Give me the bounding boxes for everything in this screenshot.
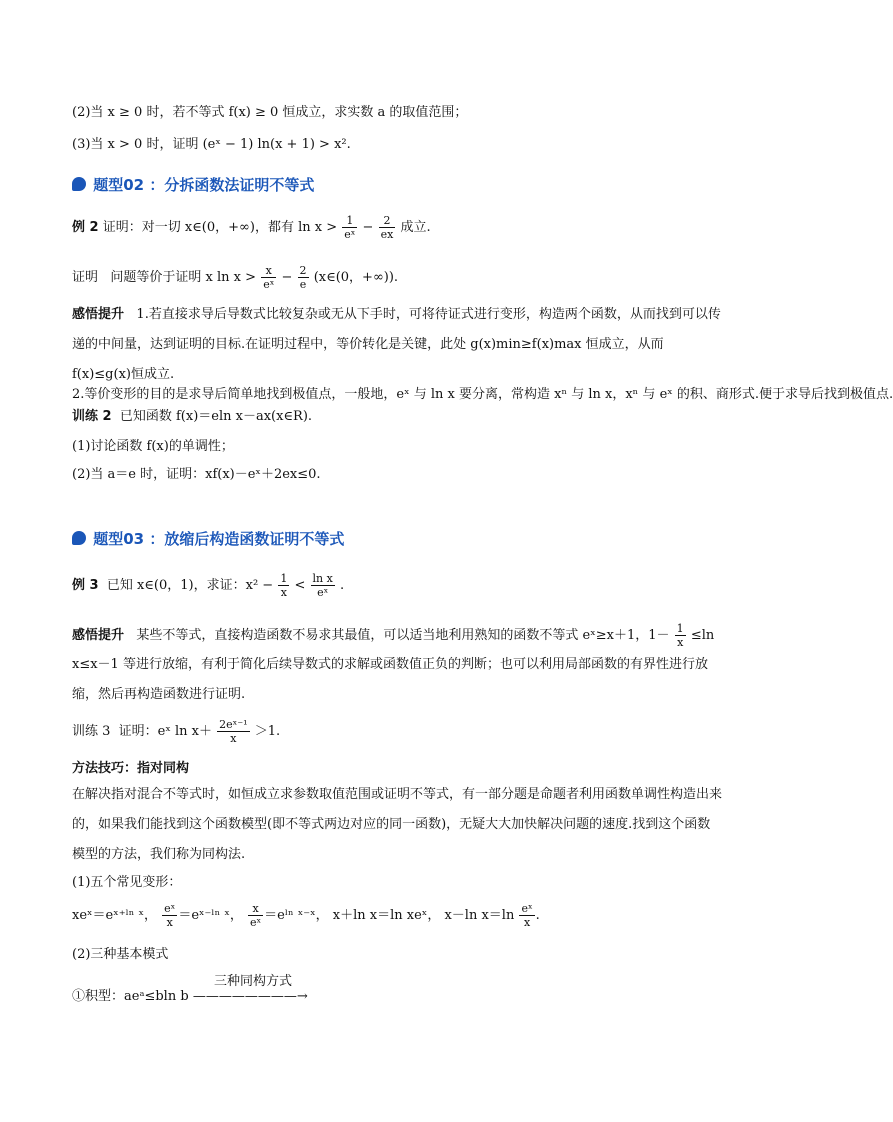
- section-title: 题型03 ：放缩后构造函数证明不等式: [93, 530, 345, 548]
- fraction-num: 2: [299, 264, 307, 277]
- example-3: [72, 572, 722, 599]
- proof-text-end: (x∈(0，+∞)).: [313, 270, 399, 285]
- training-text: 证明：eˣ ln x＋: [118, 724, 213, 739]
- insight-label: 感悟提升: [72, 307, 125, 322]
- fraction-num: x: [248, 902, 263, 916]
- fraction: [162, 902, 177, 929]
- section-heading-2: [72, 174, 314, 195]
- method-text: 在解决指对混合不等式时，如恒成立求参数取值范围或证明不等式，有一部分题是命题者利用函数单调性构造出来的，如果我们能找到这个函数模型(即不等式两边对应的同一函数)，无疑大大加快解决问题的速度.找到这个函数模型的方法，我们称为同构法.: [72, 787, 723, 862]
- training-text: 已知函数 f(x)＝eln x－ax(x∈R).: [119, 409, 313, 424]
- fraction: [217, 718, 249, 745]
- fraction-den: eˣ: [344, 228, 356, 241]
- fraction-den: x: [230, 732, 237, 745]
- formula-e: x－ln x＝ln: [444, 908, 515, 923]
- fraction-num: 2eˣ⁻¹: [219, 718, 248, 731]
- example-2: [72, 214, 722, 241]
- proof-text: 问题等价于证明 x ln x >: [110, 270, 257, 285]
- arrow-right-icon: ————————→: [192, 989, 308, 1004]
- insight-2-point-2: 2.等价变形的目的是求导后简单地找到极值点，一般地，eˣ 与 ln x 要分离，常构造 xⁿ 与 ln x，xⁿ 与 eˣ 的积、商形式.便于求导后找到极值点.: [72, 387, 893, 402]
- section-heading-3: [72, 528, 344, 549]
- fraction-den: x: [166, 916, 173, 929]
- example-text-end: .: [339, 578, 345, 593]
- insight-text-tail: ≤ln: [690, 628, 715, 643]
- training-2-q2: (2)当 a＝e 时，证明：xf(x)－eˣ＋2ex≤0.: [72, 467, 321, 482]
- proof-2: [72, 264, 722, 291]
- training-label: 训练 2: [72, 409, 112, 424]
- fraction-num: eˣ: [164, 902, 176, 915]
- fraction-den: x: [677, 636, 684, 649]
- formula-b: ＝eˣ⁻ˡⁿ ˣ，: [178, 908, 243, 923]
- fraction-num: 2: [379, 214, 396, 228]
- fraction-num: x: [261, 264, 276, 278]
- fraction: [278, 572, 289, 599]
- operator: −: [281, 270, 293, 285]
- formula-c: ＝eˡⁿ ˣ⁻ˣ，: [264, 908, 329, 923]
- fraction-num: eˣ: [521, 902, 533, 915]
- fraction-num: 1: [280, 572, 288, 585]
- arrow-label: 三种同构方式: [214, 974, 293, 989]
- method-title: 方法技巧：指对同构: [72, 761, 190, 776]
- fraction-den: x: [280, 586, 287, 599]
- formula-line: [72, 902, 722, 929]
- insight-2: [72, 300, 722, 390]
- formula-end: .: [535, 908, 540, 923]
- section-title: 题型02 ：分拆函数法证明不等式: [93, 176, 315, 194]
- fraction-num: 1: [342, 214, 357, 228]
- operator: <: [294, 578, 306, 593]
- fraction: [261, 264, 276, 291]
- fraction-den: eˣ: [317, 586, 329, 599]
- training-2-q1: (1)讨论函数 f(x)的单调性；: [72, 439, 234, 454]
- fraction-den: e: [299, 278, 307, 291]
- question-3: (3)当 x > 0 时，证明 (eˣ − 1) ln(x + 1) > x².: [72, 137, 351, 152]
- fraction-den: ex: [380, 228, 394, 241]
- fraction: [379, 214, 396, 241]
- insight-label: 感悟提升: [72, 628, 125, 643]
- training-2: [72, 408, 722, 426]
- example-text-end: 成立.: [400, 220, 431, 235]
- mode-1: [72, 988, 722, 1006]
- method-sub2: (2)三种基本模式: [72, 947, 169, 962]
- mode-1-text: ①积型：aeᵃ≤bln b: [72, 989, 189, 1004]
- fraction: [298, 264, 309, 291]
- section-badge-icon: [72, 531, 86, 545]
- example-text: 已知 x∈(0，1)，求证：x² −: [106, 578, 274, 593]
- example-label: 例 2: [72, 220, 99, 235]
- fraction: [519, 902, 534, 929]
- fraction: [248, 902, 263, 929]
- training-3: [72, 718, 722, 745]
- fraction-num: ln x: [312, 572, 333, 585]
- formula-a: xeˣ＝eˣ⁺ˡⁿ ˣ，: [72, 908, 158, 923]
- insight-text: 1.若直接求导后导数式比较复杂或无从下手时，可将待证式进行变形，构造两个函数，从而找到可以传递的中间量，达到证明的目标.在证明过程中，等价转化是关键，此处 g(x)min≥f(x)max 恒成立，从而 f(x)≤g(x)恒成立.: [72, 307, 721, 382]
- fraction-den: x: [523, 916, 531, 929]
- training-text-end: ＞1.: [254, 724, 281, 739]
- training-label: 训练 3: [72, 724, 111, 739]
- fraction: [675, 622, 686, 649]
- proof-label: 证明: [72, 270, 99, 285]
- section-badge-icon: [72, 177, 86, 191]
- fraction-den: eˣ: [263, 278, 275, 291]
- fraction: [311, 572, 335, 599]
- method-sub1: (1)五个常见变形：: [72, 875, 182, 890]
- insight-text: 某些不等式，直接构造函数不易求其最值，可以适当地利用熟知的函数不等式 eˣ≥x＋1，1－: [136, 628, 670, 643]
- formula-d: x＋ln x＝ln xeˣ，: [332, 908, 441, 923]
- fraction-num: 1: [676, 622, 684, 635]
- insight-3-continued: x≤x－1 等进行放缩，有利于简化后续导数式的求解或函数值正负的判断；也可以利用局部函数的有界性进行放缩，然后再构造函数进行证明.: [72, 657, 708, 702]
- insight-3: [72, 622, 722, 649]
- example-text: 证明：对一切 x∈(0，+∞)，都有 ln x >: [102, 220, 338, 235]
- operator: −: [362, 220, 374, 235]
- example-label: 例 3: [72, 578, 99, 593]
- fraction-den: eˣ: [249, 916, 262, 929]
- question-2: (2)当 x ≥ 0 时，若不等式 f(x) ≥ 0 恒成立，求实数 a 的取值范围；: [72, 105, 468, 120]
- fraction: [342, 214, 357, 241]
